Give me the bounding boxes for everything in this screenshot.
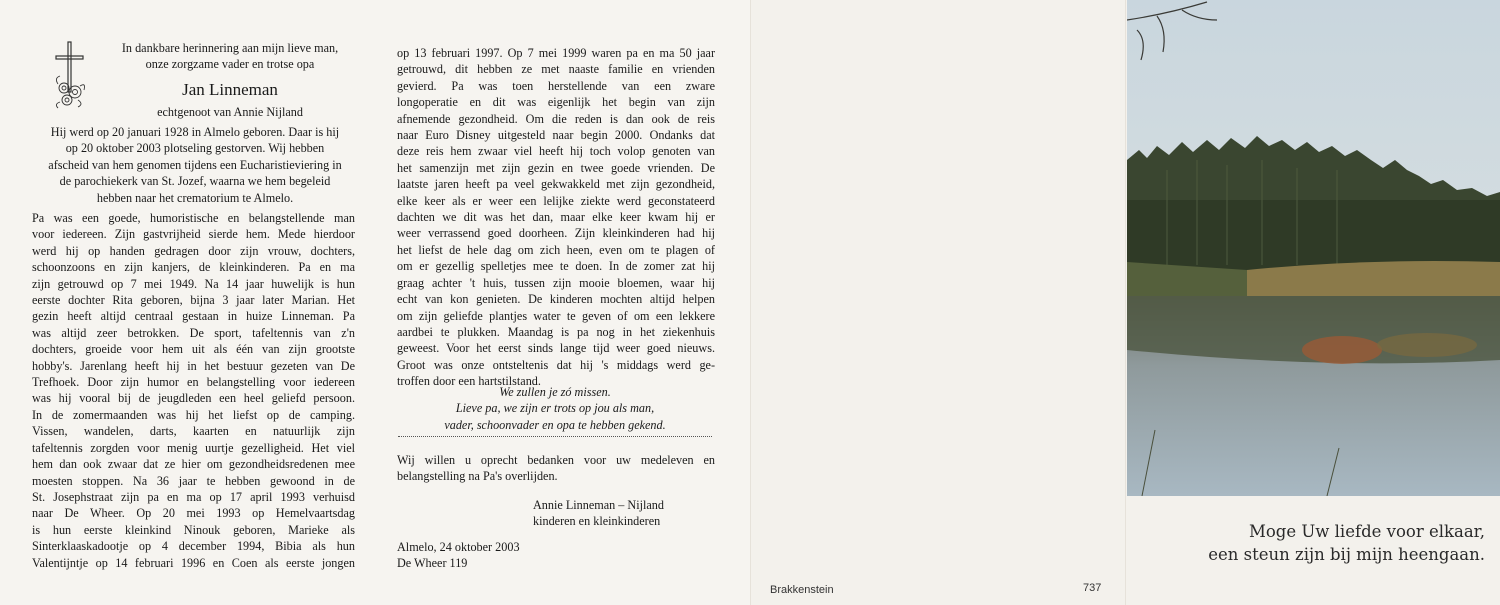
lake-photo	[1127, 0, 1500, 496]
back-panel	[750, 0, 1125, 605]
card-code: 737	[1083, 582, 1102, 594]
signature: Annie Linneman – Nijland kinderen en kleinkinderen	[533, 498, 664, 529]
fold-line	[1125, 0, 1126, 605]
thanks-paragraph: Wij willen u oprecht bedanken voor uw medeleven en belangstelling na Pa's overlijden.	[397, 453, 715, 484]
biography-column-2: op 13 februari 1997. Op 7 mei 1999 waren pa en ma 50 jaar getrouwd, dit hebben ze met naaste familie en vrienden gevierd. Pa was toen herstellende van een zware longoperatie en dit was eigenlijk het begin van zijn afnemende gezondheid. Om die reden is dan ook de reis naar Euro Disney uitgesteld naar begin 2000. Ondanks dat deze reis hem zwaar viel heeft hij toch volop genoten van het samenzijn met zijn gezin en twee goede vrienden. De laatste jaren heeft pa veel gekwakkeld met zijn gezondheid, elke keer als er weer een lelijke ziekte werd geconstateerd dachten we dit was het dan, maar elke keer kwam hij er weer verrassend goed doorheen. Zijn kleinkinderen had hij het liefst de hele dag om zich heen, even om te plagen of om er gezellig spelletjes mee te doen. In de zomer zat hij graag achter 't huis, tussen zijn mooie bloemen, waar hij echt van kon genieten. De kinderen mochten altijd helpen om zijn geliefde plantjes water te geven of om een lekkere aardbei te plukken. Maandag is pa nog in het ziekenhuis geweest. Voor het eerst sinds lange tijd weer goed nieuws. Groot was onze ontsteltenis dat hij 's middags werd ge- troffen door een hartstilstand.	[397, 46, 715, 389]
address: De Wheer 119	[397, 556, 468, 571]
divider	[398, 436, 712, 437]
publisher-label: Brakkenstein	[770, 584, 834, 596]
verse: Moge Uw liefde voor elkaar, een steun zijn bij mijn heengaan.	[1208, 522, 1485, 564]
fold-line	[750, 0, 751, 605]
intro-text: In dankbare herinnering aan mijn lieve man, onze zorgzame vader en trotse opa	[121, 41, 339, 72]
spouse-line: echtgenoot van Annie Nijland	[157, 105, 303, 119]
deceased-name: Jan Linneman	[182, 80, 278, 99]
place-date: Almelo, 24 oktober 2003 De Wheer 119	[397, 539, 597, 572]
biography-column-1: Pa was een goede, humoristische en belangstellende man voor iedereen. Zijn gastvrijheid sierde hem. Mede hierdoor werd hij op handen gedragen door zijn vrouw, dochters, schoonzoons en zijn kanjers, de kleinkinderen. Pa en ma zijn getrouwd op 7 mei 1949. Na 14 jaar huwelijk is hun eerste dochter Rita geboren, bijna 3 jaar later Marian. Het gezin heeft altijd centraal gestaan in huize Linneman. Pa was altijd zeer betrokken. De sport, tafeltennis van z'n dochters, groeide voor hem uit als één van zijn grootste hobby's. Jarenlang heeft hij in het bestuur gezeten van De Trefhoek. Door zijn humor en belangstelling voor iedereen was hij vooral bij de jeugdleden een heel geliefd persoon. In de zomermaanden was hij het liefst op de camping. Vissen, wandelen, darts, kaarten en natuurlijk zijn tafeltennis zorgden voor menig uurtje gezelligheid. Het viel hem dan ook zwaar dat ze hier om gezondheidsredenen mee moesten stoppen. Na 36 jaar te hebben gewoond in de St. Josephstraat zijn pa en ma op 17 april 1993 verhuisd naar De Wheer. Op 20 mei 1993 op Hemelvaartsdag is hun eerste kleinkind Ninouk geboren, Marieke als Sinterklaaskadootje op 4 december 1994, Bibia als hun Valentijntje op 14 februari 1996 en Coen als eerste jongen	[32, 211, 355, 570]
born-died-paragraph: Hij werd op 20 januari 1928 in Almelo geboren. Daar is hij op 20 oktober 2003 plotseling gestorven. Wij hebben afscheid van hem genomen tijdens een Eucharistieviering in de parochiekerk van St. Jozef, waarna we hem begeleid hebben naar het crematorium te Almelo.	[48, 125, 342, 205]
farewell-quote: We zullen je zó missen. Lieve pa, we zijn er trots op jou als man, vader, schoonvader en opa te hebben gekend.	[444, 385, 666, 432]
